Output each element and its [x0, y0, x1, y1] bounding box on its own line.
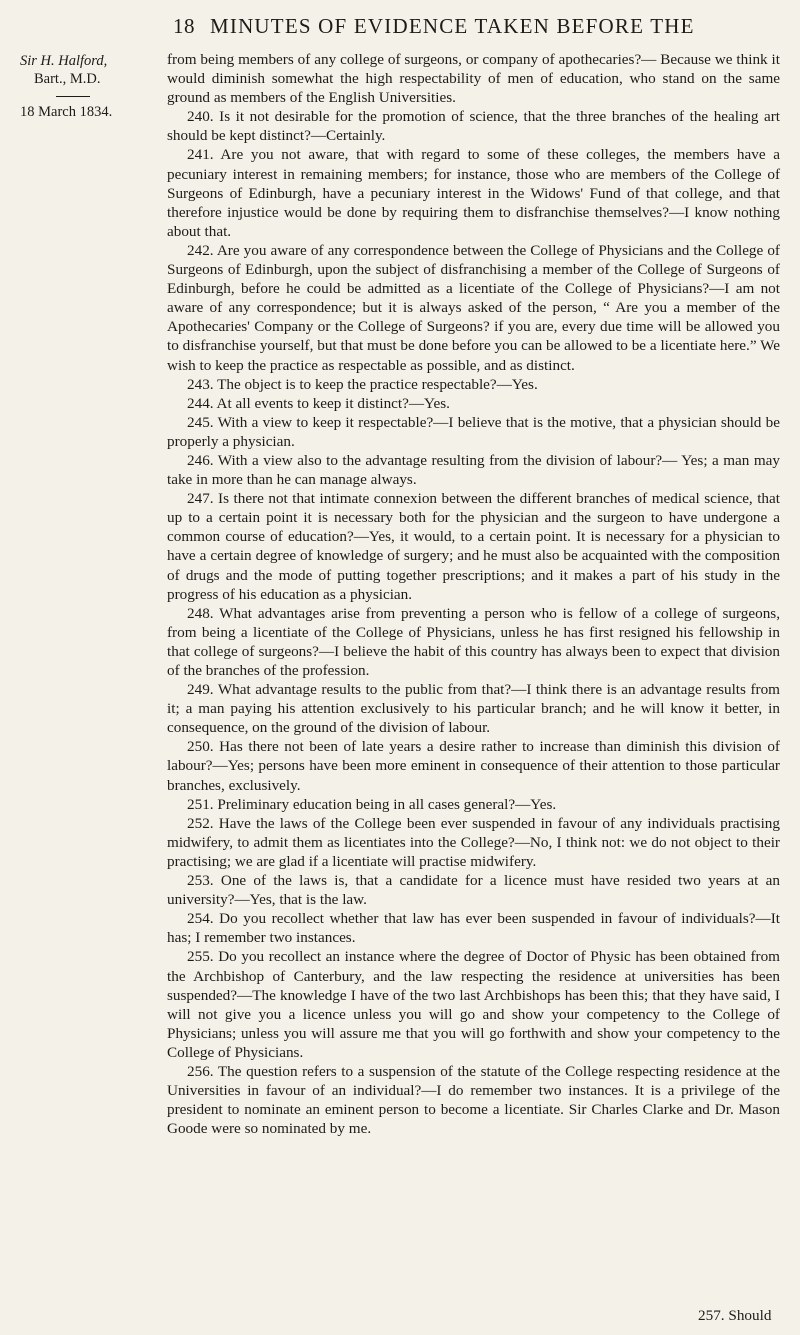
paragraph-241: 241. Are you not aware, that with regard to some of these colleges, the members have a pecuniary interest in remaining members; for instance, those who are members of the College of Surgeons of Edinburgh, have a pecuniary interest in the Widows' Fund of that college, and that therefore injustice would be done by requiring them to disfranchise themselves?—I know nothing about that.	[167, 146, 780, 240]
witness-title: Bart., M.D.	[34, 71, 101, 87]
paragraph-246: 246. With a view also to the advantage resulting from the division of labour?— Yes; a man may take in more than he can manage always.	[167, 451, 780, 489]
paragraph-245: 245. With a view to keep it respectable?—I believe that is the motive, that a physician should be properly a physician.	[167, 413, 780, 450]
paragraph-256: 256. The question refers to a suspension of the statute of the College respecting residence at the Universities in favour of an individual?—I do remember two instances. It is a privilege of the president to nominate an eminent person to become a licentiate. Sir Charles Clarke and Dr. Mason Goode were so nominated by me.	[167, 1062, 780, 1138]
body-text	[167, 50, 780, 1138]
paragraph-249: 249. What advantage results to the public from that?—I think there is an advantage results from it; a man paying his attention exclusively to his particular branch; and he will know it better, in consequence, on the ground of the division of labour.	[167, 681, 780, 737]
margin-note	[20, 52, 130, 121]
paragraph-250: 250. Has there not been of late years a desire rather to increase than diminish this division of labour?—Yes; persons have been more eminent in consequence of their attention to those particular branches, exclusively.	[167, 738, 780, 794]
paragraph-251: 251. Preliminary education being in all cases general?—Yes.	[187, 795, 557, 813]
witness-name: Sir H. Halford,	[20, 53, 108, 69]
paragraph-244: 244. At all events to keep it distinct?—Yes.	[187, 394, 450, 412]
margin-rule	[56, 96, 90, 97]
paragraph-254: 254. Do you recollect whether that law has ever been suspended in favour of individuals?—It has; I remember two instances.	[167, 910, 780, 947]
paragraph-242: 242. Are you aware of any correspondence between the College of Physicians and the College of Surgeons of Edinburgh, upon the subject of disfranchising a member of the College of Surgeons of Edinburgh, before he could be admitted as a licentiate of the College of Physicians?—I am not aware of any correspondence; but it is always asked of the person, “ Are you a member of the Apothecaries' Company or the College of Surgeons? if you are, every due time will be allowed you to disfranchise yourself, but that must be done before you can be allowed to be a licentiate here.” We wish to keep the practice as respectable as possible, and as distinct.	[167, 241, 780, 374]
paragraph-247: 247. Is there not that intimate connexion between the different branches of medical science, that up to a certain point it is necessary both for the physician and the surgeon to have undergone a common course of education?—Yes, it would, to a certain point. It is necessary for a physician to have a certain degree of knowledge of surgery; and he must also be acquainted with the composition of drugs and the mode of putting together prescriptions; and it makes a part of his study in the progress of his education as a physician.	[167, 490, 780, 603]
paragraph-252: 252. Have the laws of the College been ever suspended in favour of any individuals practising midwifery, to admit them as licentiates into the College?—No, I think not: we do not object to their practising; we are glad if a licentiate will practise midwifery.	[167, 814, 780, 870]
paragraph-240: 240. Is it not desirable for the promotion of science, that the three branches of the healing art should be kept distinct?—Certainly.	[167, 108, 780, 145]
session-date: 18 March 1834.	[20, 104, 113, 120]
paragraph-continued: from being members of any college of surgeons, or company of apothecaries?— Because we think it would diminish somewhat the high respectability of men of education, who stand on the same ground as members of the English Universities.	[167, 51, 780, 107]
running-head: MINUTES OF EVIDENCE TAKEN BEFORE THE	[210, 14, 695, 38]
paragraph-248: 248. What advantages arise from preventing a person who is fellow of a college of surgeons, from being a licentiate of the College of Physicians, unless he has first resigned his fellowship in that college of surgeons?—I believe the habit of this country has always been to expect that division of the branches of the profession.	[167, 604, 780, 679]
paragraph-243: 243. The object is to keep the practice respectable?—Yes.	[187, 375, 538, 393]
page-number: 18	[173, 14, 195, 38]
catchword: 257. Should	[698, 1307, 772, 1324]
paragraph-255: 255. Do you recollect an instance where the degree of Doctor of Physic has been obtained from the Archbishop of Canterbury, and the law respecting the residence at universities has been suspended?—The knowledge I have of the two last Archbishops has been this; that they have said, I will not give you a licence unless you will go and show your competency to the College of Physicians; unless you will assure me that you will go forthwith and show your competency to the College of Physicians.	[167, 948, 780, 1061]
paragraph-253: 253. One of the laws is, that a candidate for a licence must have resided two years at an university?—Yes, that is the law.	[167, 872, 780, 909]
